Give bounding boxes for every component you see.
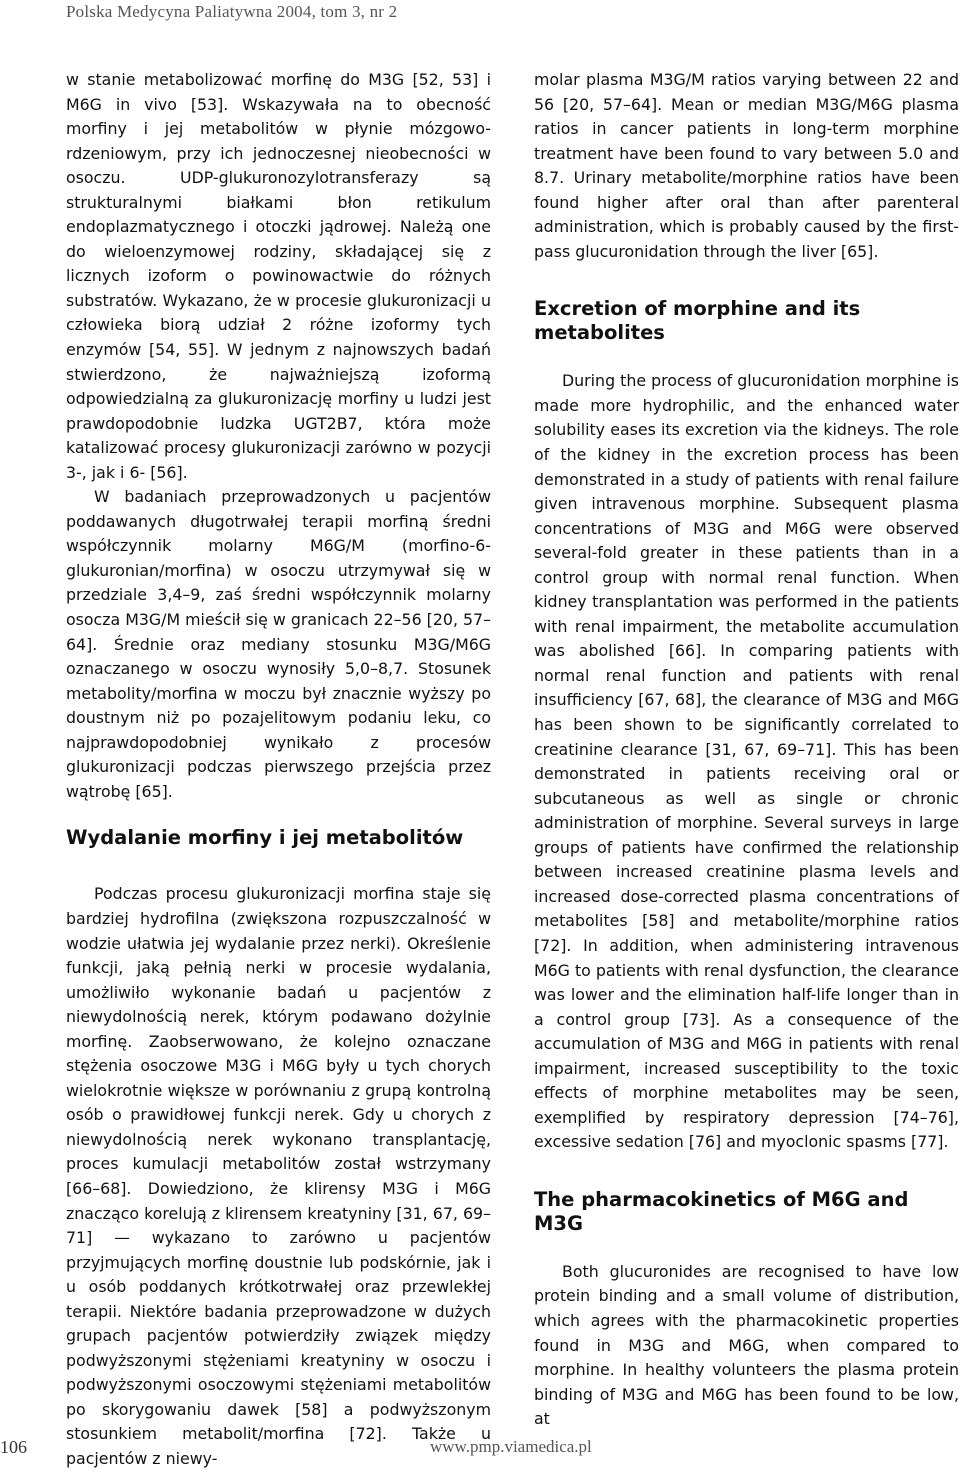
right-paragraph-2: During the process of glucuronidation morphine is made more hydrophilic, and the enhanced water solubility eases its excretion via the kidneys. The role of the kidney in the excretion process has been demonstrated in a study of patients with renal failure given intravenous morphine. Subsequent plasma concentrations of M3G and M6G were observed several-fold greater in these patients than in a control group with normal renal function. When kidney transplantation was performed in the patients with renal impairment, the metabolite accumulation was abolished [66]. In comparing patients with normal renal function and patients with renal insufficiency [67, 68], the clearance of M3G and M6G has been shown to be significantly correlated to creatinine clearance [31, 67, 69–71]. This has been demonstrated in patients receiving oral or subcutaneous as well as single or chronic administration of morphine. Several surveys in large groups of patients have confirmed the relationship between increased creatinine plasma levels and increased dose-corrected plasma concentrations of metabolites [58] and metabolite/morphine ratios [72]. In addition, when administering intravenous M6G to patients with renal dysfunction, the clearance was lower and the elimination half-life longer than in a control group [73]. As a consequence of the accumulation of M3G and M6G in patients with renal impairment, increased susceptibility to the toxic effects of morphine metabolites may be seen, exemplified by respiratory depression [74–76], excessive sedation [76] and myoclonic spasms [77]. — [534, 371, 959, 1152]
section-heading-pl: Wydalanie morfiny i jej metabolitów — [66, 826, 464, 850]
right-paragraph-3: Both glucuronides are recognised to have low protein binding and a small volume of distribution, which agrees with the pharmacokinetic properties found in M3G and M6G, when compared to morphine. In healthy volunteers the plasma protein binding of M3G and M6G has been found to be low, at — [534, 1261, 959, 1429]
section-heading-pharmacokinetics: The pharmacokinetics of M6G and M3G — [534, 1187, 909, 1235]
right-column — [534, 68, 959, 1432]
section-heading-excretion: Excretion of morphine and its metabolites — [534, 297, 861, 345]
page-number: 106 — [0, 1437, 27, 1457]
left-column — [66, 68, 491, 1472]
right-paragraph-1: molar plasma M3G/M ratios varying between 22 and 56 [20, 57–64]. Mean or median M3G/M6G plasma ratios in cancer patients in long-term morphine treatment have been found to vary between 5.0 and 8.7. Urinary metabolite/morphine ratios have been found higher after oral than after parenteral administration, which is probably caused by the first-pass glucuronidation through the liver [65]. — [534, 70, 959, 261]
left-paragraph-1: w stanie metabolizować morfinę do M3G [52, 53] i M6G in vivo [53]. Wskazywała na to obecność morfiny i jej metabolitów w płynie mózgowo-rdzeniowym, przy ich jednoczesnej nieobecności w osoczu. UDP-glukuronozylotransferazy są strukturalnymi białkami błon retikulum endoplazmatycznego i otoczki jądrowej. Należą one do wieloenzymowej rodziny, składającej się z licznych izoform o powinowactwie do różnych substratów. Wykazano, że w procesie glukuronizacji u człowieka biorą udział 2 różne izoformy tych enzymów [54, 55]. W jednym z najnowszych badań stwierdzono, że najważniejszą izoformą odpowiedzialną za glukuronizację morfiny u ludzi jest prawdopodobnie ludzka UGT2B7, która może katalizować procesy glukuronizacji zarówno w pozycji 3-, jak i 6- [56]. — [66, 70, 491, 482]
running-header: Polska Medycyna Paliatywna 2004, tom 3, nr 2 — [66, 2, 398, 21]
footer-url: www.pmp.viamedica.pl — [430, 1437, 592, 1456]
left-paragraph-2: W badaniach przeprowadzonych u pacjentów poddawanych długotrwałej terapii morfiną średni współczynnik molarny M6G/M (morfino-6-glukuronian/morfina) w osoczu utrzymywał się w przedziale 3,4–9, zaś średni współczynnik molarny osocza M3G/M mieścił się w granicach 22–56 [20, 57–64]. Średnie oraz mediany stosunku M3G/M6G oznaczanego w osoczu wynosiły 5,0–8,7. Stosunek metabolity/morfina w moczu był znacznie wyższy po doustnym niż po pozajelitowym podaniu leku, co najprawdopodobniej wynikało z procesów glukuronizacji podczas pierwszego przejścia przez wątrobę [65]. — [66, 487, 491, 801]
left-paragraph-3: Podczas procesu glukuronizacji morfina staje się bardziej hydrofilna (zwiększona rozpuszczalność w wodzie ułatwia jej wydalanie przez nerki). Określenie funkcji, jaką pełnią nerki w procesie wydalania, umożliwiło wykonanie badań u pacjentów z niewydolnością nerek, którym podawano dożylnie morfinę. Zaobserwowano, że kolejno oznaczane stężenia osoczowe M3G i M6G były u tych chorych wielokrotnie większe w porównaniu z grupą kontrolną osób o prawidłowej funkcji nerek. Gdy u chorych z niewydolnością nerek wykonano transplantację, proces kumulacji metabolitów został wstrzymany [66–68]. Dowiedziono, że klirensy M3G i M6G znacząco korelują z klirensem kreatyniny [31, 67, 69–71] — wykazano to zarówno u pacjentów przyjmujących morfinę doustnie lub podskórnie, jak i u osób poddanych krótkotrwałej oraz przewlekłej terapii. Niektóre badania przeprowadzone w dużych grupach pacjentów potwierdziły związek między podwyższonymi stężeniami kreatyniny w osoczu i podwyższonymi osoczowymi stężeniami metabolitów po skorygowaniu dawek [58] a podwyższonym stosunkiem metabolit/morfina [72]. Także u pacjentów z niewy- — [66, 884, 491, 1468]
